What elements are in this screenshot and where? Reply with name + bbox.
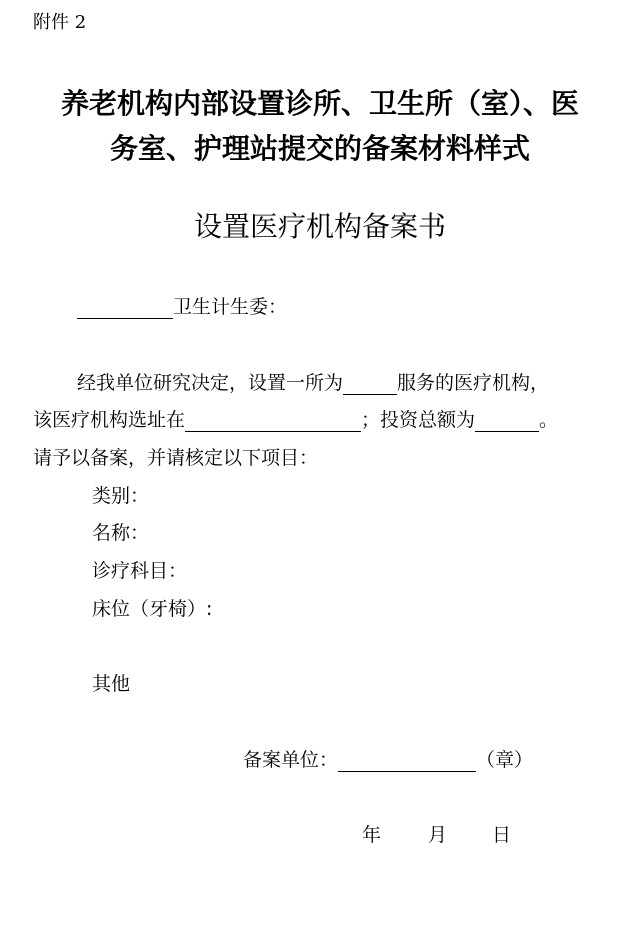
date-year: 年 (362, 824, 382, 846)
filing-unit-label: 备案单位： (243, 749, 339, 771)
item-departments: 诊疗科目： (92, 560, 188, 582)
item-category: 类别： (92, 485, 150, 507)
filing-unit-blank (338, 770, 476, 772)
item-other: 其他 (92, 673, 131, 695)
paragraph-text-1b: 服务的医疗机构， (397, 372, 550, 394)
date-day: 日 (492, 824, 512, 846)
paragraph-line-1 (77, 368, 549, 395)
addressee-suffix: 卫生计生委： (173, 296, 288, 318)
seal-label: （章） (476, 749, 534, 771)
item-beds: 床位（牙椅）: (92, 598, 213, 620)
paragraph-text-2c: 。 (539, 409, 559, 431)
attachment-label: 附件 2 (33, 12, 87, 33)
addressee-blank (77, 317, 173, 319)
paragraph-line-3: 请予以备案，并请核定以下项目： (33, 447, 319, 469)
title-line-2: 务室、护理站提交的备案材料样式 (109, 132, 530, 165)
item-name: 名称： (92, 522, 150, 544)
document-title: 设置医疗机构备案书 (193, 210, 446, 243)
investment-blank (475, 430, 539, 432)
service-blank (343, 393, 397, 395)
filing-unit-line (243, 745, 533, 772)
paragraph-text-1a: 经我单位研究决定，设置一所为 (77, 372, 344, 394)
date-month: 月 (428, 824, 448, 846)
location-blank (185, 430, 361, 432)
paragraph-text-2b: ；投资总额为 (361, 409, 476, 431)
title-line-1: 养老机构内部设置诊所、卫生所（室）、医 (60, 87, 579, 120)
paragraph-line-2 (33, 405, 558, 432)
paragraph-text-2a: 该医疗机构选址在 (33, 409, 186, 431)
addressee-line (77, 292, 287, 319)
